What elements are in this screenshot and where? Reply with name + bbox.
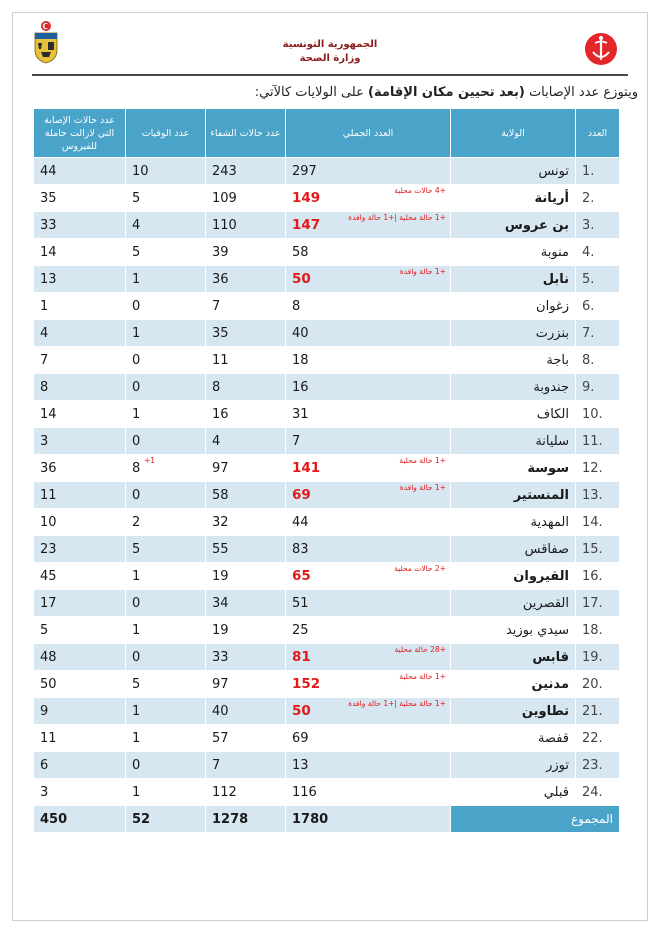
row-total-cell (286, 725, 451, 752)
row-index: 5. (576, 266, 620, 293)
row-active: 14 (34, 401, 126, 428)
row-deaths-cell (126, 509, 206, 536)
header-divider (32, 74, 628, 76)
row-total-cell (286, 320, 451, 347)
row-total-cell (286, 293, 451, 320)
row-deaths: 1 (132, 568, 141, 584)
row-total-cell (286, 482, 451, 509)
row-deaths-wrap (132, 596, 140, 611)
governorate-cases-table (33, 108, 620, 833)
row-index: 19. (576, 644, 620, 671)
row-active: 9 (34, 698, 126, 725)
row-total: 18 (292, 352, 309, 368)
row-deaths-wrap (132, 407, 140, 422)
row-recovered: 243 (206, 158, 286, 185)
row-governorate: قفصة (451, 725, 576, 752)
row-deaths-cell (126, 455, 206, 482)
row-recovered: 112 (206, 779, 286, 806)
row-active: 35 (34, 185, 126, 212)
header-recovered: عدد حالات الشفاء (206, 109, 286, 158)
row-active: 3 (34, 428, 126, 455)
row-active: 11 (34, 725, 126, 752)
row-governorate: قبلي (451, 779, 576, 806)
row-governorate: نابل (451, 266, 576, 293)
row-index: 4. (576, 239, 620, 266)
row-governorate: سيدي بوزيد (451, 617, 576, 644)
row-recovered: 16 (206, 401, 286, 428)
row-total: 297 (292, 163, 317, 179)
row-index: 17. (576, 590, 620, 617)
row-active: 23 (34, 536, 126, 563)
row-total: 40 (292, 325, 309, 341)
row-total: 50 (292, 271, 311, 287)
intro-suffix: على الولايات كالآتي: (254, 85, 368, 100)
row-deaths-wrap (132, 299, 140, 314)
row-deaths: 1 (132, 703, 141, 719)
row-deaths-cell (126, 320, 206, 347)
row-governorate: المهدية (451, 509, 576, 536)
row-recovered: 33 (206, 644, 286, 671)
row-governorate: سوسة (451, 455, 576, 482)
row-deaths-wrap (132, 488, 140, 503)
row-recovered: 32 (206, 509, 286, 536)
row-deaths-cell (126, 779, 206, 806)
row-deaths-cell (126, 401, 206, 428)
row-deaths: 0 (132, 352, 141, 368)
row-total: 65 (292, 568, 311, 584)
header-active: عدد حالات الإصابة التي لازالت حاملة للفيروس (34, 109, 126, 158)
header-deaths: عدد الوفيات (126, 109, 206, 158)
row-active: 36 (34, 455, 126, 482)
row-deaths-cell (126, 347, 206, 374)
row-recovered: 7 (206, 752, 286, 779)
header-total: العدد الجملي (286, 109, 451, 158)
row-governorate: القيروان (451, 563, 576, 590)
row-governorate: الكاف (451, 401, 576, 428)
table-row (34, 212, 620, 239)
row-recovered: 97 (206, 455, 286, 482)
table-row (34, 455, 620, 482)
row-total: 58 (292, 244, 309, 260)
row-deaths: 0 (132, 298, 141, 314)
row-active: 33 (34, 212, 126, 239)
row-deaths: 5 (132, 676, 141, 692)
row-total-note: +1 حالة محلية (399, 672, 446, 681)
row-deaths: 0 (132, 433, 141, 449)
table-row (34, 293, 620, 320)
row-active: 5 (34, 617, 126, 644)
row-recovered: 19 (206, 617, 286, 644)
row-recovered: 8 (206, 374, 286, 401)
row-total: 16 (292, 379, 309, 395)
row-total-cell (286, 347, 451, 374)
row-index: 24. (576, 779, 620, 806)
row-active: 44 (34, 158, 126, 185)
row-deaths-wrap (132, 272, 140, 287)
row-total: 141 (292, 460, 321, 476)
table-row (34, 752, 620, 779)
row-deaths: 8 (132, 460, 141, 476)
row-total-cell (286, 158, 451, 185)
row-index: 18. (576, 617, 620, 644)
table-row (34, 644, 620, 671)
intro-bold: (بعد تحيين مكان الإقامة) (368, 85, 525, 100)
row-total: 83 (292, 541, 309, 557)
row-deaths-cell (126, 671, 206, 698)
row-deaths-cell (126, 212, 206, 239)
row-total-cell (286, 509, 451, 536)
row-governorate: صفاقس (451, 536, 576, 563)
row-deaths-cell (126, 266, 206, 293)
row-deaths-wrap (132, 677, 140, 692)
row-index: 10. (576, 401, 620, 428)
row-total: 51 (292, 595, 309, 611)
row-deaths-cell (126, 158, 206, 185)
row-total-cell (286, 644, 451, 671)
row-deaths-note: +1 (144, 455, 156, 465)
row-index: 13. (576, 482, 620, 509)
header-governorate: الولاية (451, 109, 576, 158)
row-index: 23. (576, 752, 620, 779)
row-deaths-wrap (132, 623, 140, 638)
row-governorate: قابس (451, 644, 576, 671)
row-total: 7 (292, 433, 301, 449)
row-index: 7. (576, 320, 620, 347)
row-governorate: جندوبة (451, 374, 576, 401)
row-deaths-cell (126, 752, 206, 779)
row-index: 3. (576, 212, 620, 239)
row-deaths: 4 (132, 217, 141, 233)
table-body (34, 158, 620, 833)
row-recovered: 110 (206, 212, 286, 239)
row-governorate: بن عروس (451, 212, 576, 239)
row-deaths-cell (126, 725, 206, 752)
row-index: 2. (576, 185, 620, 212)
row-index: 15. (576, 536, 620, 563)
row-deaths: 1 (132, 406, 141, 422)
table-row (34, 320, 620, 347)
row-total-cell (286, 536, 451, 563)
table-row (34, 185, 620, 212)
row-deaths-wrap (132, 569, 140, 584)
ministry-header (270, 38, 390, 66)
row-total: 152 (292, 676, 321, 692)
row-index: 21. (576, 698, 620, 725)
table-row (34, 158, 620, 185)
table-row (34, 617, 620, 644)
row-deaths: 5 (132, 244, 141, 260)
row-deaths-wrap (132, 380, 140, 395)
row-recovered: 11 (206, 347, 286, 374)
row-governorate: تطاوين (451, 698, 576, 725)
row-deaths-wrap (132, 704, 140, 719)
row-active: 50 (34, 671, 126, 698)
row-total-note: +4 حالات محلية (394, 186, 446, 195)
row-total: 81 (292, 649, 311, 665)
row-total-cell (286, 374, 451, 401)
table-row (34, 590, 620, 617)
row-recovered: 7 (206, 293, 286, 320)
row-total-note: +28 حالة محلية (394, 645, 446, 654)
sum-recovered: 1278 (206, 806, 286, 833)
row-deaths: 0 (132, 379, 141, 395)
row-total-cell (286, 617, 451, 644)
row-deaths: 1 (132, 271, 141, 287)
row-total: 44 (292, 514, 309, 530)
row-total: 13 (292, 757, 309, 773)
row-total-note: +1 حالة محلية |+1 حالة وافدة (348, 213, 446, 222)
row-active: 10 (34, 509, 126, 536)
row-governorate: بنزرت (451, 320, 576, 347)
row-recovered: 4 (206, 428, 286, 455)
table-row (34, 509, 620, 536)
row-deaths-wrap (132, 218, 140, 233)
row-recovered: 36 (206, 266, 286, 293)
row-index: 12. (576, 455, 620, 482)
row-governorate: المنستير (451, 482, 576, 509)
row-deaths: 10 (132, 163, 149, 179)
table-header-row (34, 109, 620, 158)
sum-total: 1780 (286, 806, 451, 833)
row-recovered: 35 (206, 320, 286, 347)
row-total-cell (286, 428, 451, 455)
row-index: 14. (576, 509, 620, 536)
table-row (34, 401, 620, 428)
row-deaths: 5 (132, 541, 141, 557)
row-index: 16. (576, 563, 620, 590)
row-index: 11. (576, 428, 620, 455)
republic-title: الجمهورية التونسية (282, 39, 378, 50)
table-row (34, 482, 620, 509)
row-governorate: سليانة (451, 428, 576, 455)
row-deaths-wrap (132, 731, 140, 746)
row-total: 8 (292, 298, 301, 314)
row-total-note: +1 حالة محلية |+1 حالة وافدة (348, 699, 446, 708)
table-row (34, 428, 620, 455)
row-deaths-cell (126, 293, 206, 320)
row-deaths: 0 (132, 487, 141, 503)
row-deaths: 0 (132, 649, 141, 665)
table-row (34, 563, 620, 590)
row-active: 1 (34, 293, 126, 320)
row-deaths-wrap (132, 758, 140, 773)
row-total-cell (286, 698, 451, 725)
row-total: 147 (292, 217, 321, 233)
row-total: 149 (292, 190, 321, 206)
row-governorate: مدنين (451, 671, 576, 698)
row-recovered: 55 (206, 536, 286, 563)
row-deaths-cell (126, 374, 206, 401)
row-deaths-cell (126, 239, 206, 266)
row-deaths-cell (126, 698, 206, 725)
intro-prefix: ويتوزع عدد الإصابات (524, 85, 638, 100)
row-deaths-wrap (132, 515, 140, 530)
row-governorate: أريانة (451, 185, 576, 212)
row-index: 8. (576, 347, 620, 374)
row-total: 25 (292, 622, 309, 638)
row-total-cell (286, 401, 451, 428)
row-recovered: 39 (206, 239, 286, 266)
sum-deaths: 52 (126, 806, 206, 833)
row-governorate: باجة (451, 347, 576, 374)
row-deaths: 2 (132, 514, 141, 530)
header-index: العدد (576, 109, 620, 158)
row-recovered: 34 (206, 590, 286, 617)
row-total-cell (286, 590, 451, 617)
row-total-cell (286, 239, 451, 266)
row-deaths-wrap (132, 191, 140, 206)
row-active: 13 (34, 266, 126, 293)
row-active: 11 (34, 482, 126, 509)
row-active: 3 (34, 779, 126, 806)
table-row (34, 698, 620, 725)
row-deaths-wrap (132, 785, 140, 800)
row-total: 69 (292, 730, 309, 746)
row-deaths: 5 (132, 190, 141, 206)
table-row (34, 779, 620, 806)
row-deaths-cell (126, 428, 206, 455)
row-recovered: 19 (206, 563, 286, 590)
row-active: 4 (34, 320, 126, 347)
row-deaths-wrap (132, 434, 140, 449)
row-governorate: منوبة (451, 239, 576, 266)
table-row (34, 725, 620, 752)
row-total-cell (286, 455, 451, 482)
row-deaths-wrap (132, 164, 149, 179)
table-sum-row (34, 806, 620, 833)
row-total: 69 (292, 487, 311, 503)
row-deaths: 1 (132, 784, 141, 800)
row-active: 45 (34, 563, 126, 590)
row-index: 9. (576, 374, 620, 401)
row-governorate: تونس (451, 158, 576, 185)
table-row (34, 536, 620, 563)
row-total-cell (286, 752, 451, 779)
sum-active: 450 (34, 806, 126, 833)
row-total-note: +1 حالة وافدة (399, 483, 446, 492)
row-index: 20. (576, 671, 620, 698)
row-deaths-wrap (132, 353, 140, 368)
row-total-note: +2 حالات محلية (394, 564, 446, 573)
row-recovered: 40 (206, 698, 286, 725)
row-deaths-wrap (132, 455, 156, 476)
row-total: 50 (292, 703, 311, 719)
row-total-cell (286, 266, 451, 293)
row-total-cell (286, 212, 451, 239)
table-row (34, 374, 620, 401)
row-deaths: 1 (132, 325, 141, 341)
row-recovered: 58 (206, 482, 286, 509)
row-deaths-wrap (132, 542, 140, 557)
row-deaths-wrap (132, 245, 140, 260)
table-row (34, 266, 620, 293)
row-active: 48 (34, 644, 126, 671)
row-deaths-cell (126, 590, 206, 617)
row-deaths-cell (126, 536, 206, 563)
row-deaths-wrap (132, 650, 140, 665)
row-active: 17 (34, 590, 126, 617)
ministry-title: وزارة الصحة (299, 53, 361, 64)
row-index: 6. (576, 293, 620, 320)
row-active: 7 (34, 347, 126, 374)
row-active: 14 (34, 239, 126, 266)
row-recovered: 57 (206, 725, 286, 752)
row-deaths-cell (126, 563, 206, 590)
row-total-note: +1 حالة وافدة (399, 267, 446, 276)
table-row (34, 239, 620, 266)
sum-label: المجموع (451, 806, 620, 833)
row-governorate: زغوان (451, 293, 576, 320)
row-recovered: 97 (206, 671, 286, 698)
row-total-cell (286, 185, 451, 212)
tunisia-coat-of-arms-icon (32, 20, 60, 64)
row-active: 6 (34, 752, 126, 779)
row-total: 116 (292, 784, 317, 800)
row-deaths: 0 (132, 757, 141, 773)
row-total-cell (286, 779, 451, 806)
row-deaths-cell (126, 644, 206, 671)
row-recovered: 109 (206, 185, 286, 212)
row-index: 22. (576, 725, 620, 752)
row-deaths: 1 (132, 622, 141, 638)
row-governorate: القصرين (451, 590, 576, 617)
ministry-health-logo-icon (584, 32, 618, 66)
row-deaths-cell (126, 617, 206, 644)
table-row (34, 347, 620, 374)
row-governorate: توزر (451, 752, 576, 779)
table-row (34, 671, 620, 698)
row-deaths-cell (126, 185, 206, 212)
row-deaths-cell (126, 482, 206, 509)
row-deaths-wrap (132, 326, 140, 341)
row-active: 8 (34, 374, 126, 401)
row-total-cell (286, 563, 451, 590)
row-total-note: +1 حالة محلية (399, 456, 446, 465)
row-index: 1. (576, 158, 620, 185)
row-deaths: 1 (132, 730, 141, 746)
intro-text (34, 84, 638, 102)
row-deaths: 0 (132, 595, 141, 611)
row-total-cell (286, 671, 451, 698)
row-total: 31 (292, 406, 309, 422)
